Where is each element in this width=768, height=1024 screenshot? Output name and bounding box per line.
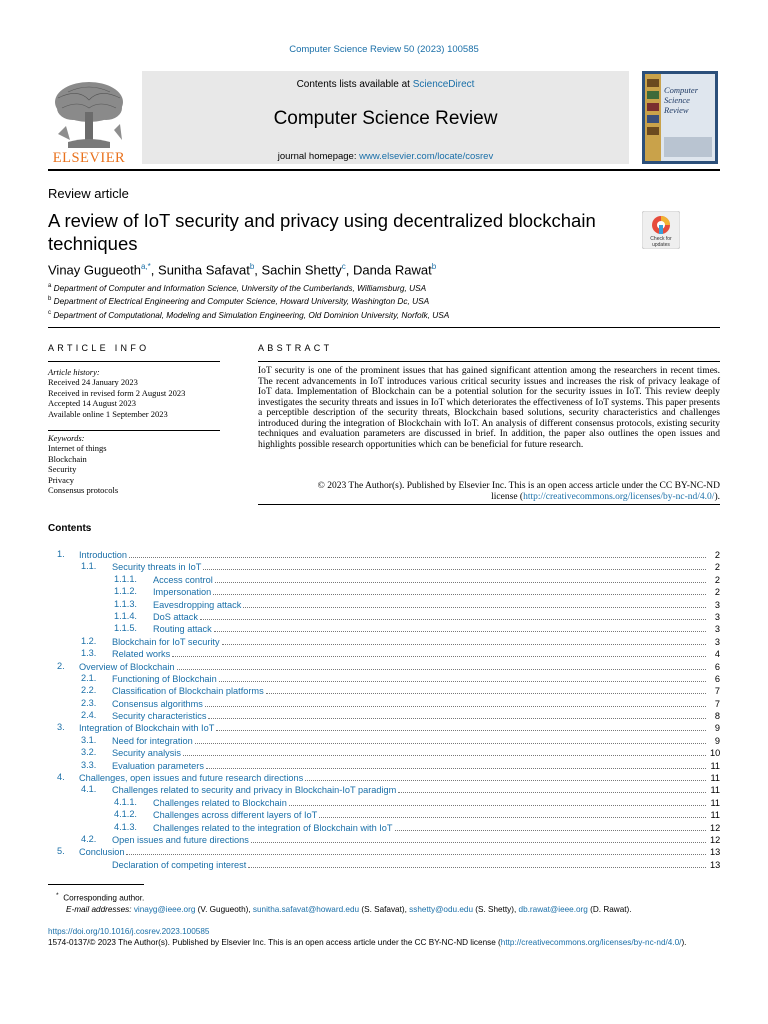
- toc-entry-number: 3.3.: [81, 759, 97, 770]
- toc-entry-link[interactable]: Challenges related to Blockchain: [153, 797, 287, 808]
- toc-entry-number: 1.1.: [81, 561, 97, 572]
- toc-leader-dots: [205, 698, 706, 707]
- abstract-copyright: [258, 481, 720, 502]
- affiliation: [48, 308, 449, 321]
- toc-entry-number: 2.3.: [81, 697, 97, 708]
- email-link[interactable]: sshetty@odu.edu: [409, 904, 474, 914]
- toc-entry[interactable]: [48, 797, 720, 809]
- author-list: [48, 262, 436, 277]
- affiliation-key: c: [48, 309, 51, 316]
- corresponding-author-note: [48, 890, 632, 904]
- affiliation-key: b: [48, 296, 52, 303]
- toc-entry-link[interactable]: Overview of Blockchain: [79, 661, 175, 672]
- toc-entry-number: 1.1.2.: [114, 586, 137, 597]
- toc-leader-dots: [203, 561, 706, 570]
- check-for-updates-badge[interactable]: [642, 211, 680, 249]
- corresponding-mark: *: [56, 892, 59, 899]
- toc-page-number: 13: [710, 847, 721, 858]
- toc-page-number: 8: [714, 711, 720, 722]
- toc-page-number: 6: [714, 673, 720, 684]
- toc-entry-number: 4.1.1.: [114, 796, 137, 807]
- journal-homepage-link[interactable]: www.elsevier.com/locate/cosrev: [359, 151, 494, 162]
- toc-entry-number: 1.3.: [81, 648, 97, 659]
- toc-page-number: 3: [714, 599, 720, 610]
- toc-leader-dots: [305, 772, 706, 781]
- toc-entry-number: 1.2.: [81, 635, 97, 646]
- toc-leader-dots: [289, 797, 706, 806]
- author-affiliation-mark[interactable]: a,*: [141, 262, 151, 271]
- abstract-rule: [258, 361, 720, 362]
- toc-entry-number: 2.1.: [81, 672, 97, 683]
- toc-page-number: 13: [710, 859, 721, 870]
- toc-page-number: 2: [714, 574, 720, 585]
- affiliation-text: Department of Computational, Modeling and Simulation Engineering, Old Dominion University, Norfolk, USA: [53, 309, 450, 320]
- table-of-contents: [48, 549, 720, 871]
- toc-leader-dots: [172, 648, 706, 657]
- contents-heading: Contents: [48, 523, 92, 534]
- email-label: E-mail addresses:: [66, 904, 132, 914]
- keyword: Security: [48, 464, 77, 475]
- journal-reference[interactable]: Computer Science Review 50 (2023) 100585: [289, 44, 479, 55]
- email-link[interactable]: db.rawat@ieee.org: [518, 904, 588, 914]
- toc-page-number: 3: [714, 624, 720, 635]
- toc-page-number: 3: [714, 636, 720, 647]
- toc-entry-link[interactable]: Challenges across different layers of IoT: [153, 810, 318, 821]
- license-statement: [48, 937, 720, 948]
- toc-entry-number: 5.: [57, 846, 65, 857]
- toc-entry[interactable]: [48, 636, 720, 648]
- email-link[interactable]: sunitha.safavat@howard.edu: [252, 904, 360, 914]
- toc-entry[interactable]: [48, 747, 720, 759]
- toc-entry-link[interactable]: Security characteristics: [112, 711, 207, 722]
- toc-entry-link[interactable]: Challenges, open issues and future research directions: [79, 773, 304, 784]
- article-history: [48, 367, 223, 419]
- toc-entry-link[interactable]: Evaluation parameters: [112, 760, 204, 771]
- sciencedirect-link[interactable]: ScienceDirect: [412, 79, 475, 90]
- toc-entry[interactable]: [48, 846, 720, 858]
- author-separator: ,: [254, 262, 262, 278]
- cover-line: Computer: [664, 85, 698, 95]
- toc-leader-dots: [319, 809, 706, 818]
- toc-entry-number: 4.1.: [81, 784, 97, 795]
- toc-leader-dots: [251, 834, 706, 843]
- abstract-heading: ABSTRACT: [258, 343, 333, 353]
- doi-link[interactable]: https://doi.org/10.1016/j.cosrev.2023.100585: [48, 927, 210, 936]
- author-separator: ,: [150, 262, 159, 278]
- email-owner: (S. Safavat),: [361, 904, 410, 914]
- toc-entry-link[interactable]: Integration of Blockchain with IoT: [79, 723, 215, 734]
- toc-entry[interactable]: [48, 834, 720, 846]
- toc-leader-dots: [214, 623, 706, 632]
- author-name[interactable]: Danda Rawat: [352, 262, 432, 278]
- journal-homepage-line: [142, 151, 629, 162]
- journal-title: Computer Science Review: [273, 108, 498, 129]
- toc-entry[interactable]: [48, 648, 720, 660]
- toc-entry[interactable]: [48, 722, 720, 734]
- toc-entry-number: 4.1.2.: [114, 809, 137, 820]
- toc-entry[interactable]: [48, 623, 720, 635]
- toc-entry-link[interactable]: Routing attack: [153, 624, 212, 635]
- email-owner: (S. Shetty),: [475, 904, 519, 914]
- toc-entry[interactable]: [48, 735, 720, 747]
- toc-entry[interactable]: [48, 611, 720, 623]
- header-divider: [48, 169, 720, 171]
- keywords-list: [48, 433, 223, 495]
- author-affiliation-mark[interactable]: c: [341, 262, 346, 271]
- license-prefix: license (: [491, 491, 524, 502]
- contents-prefix: Contents lists available at: [296, 79, 413, 90]
- toc-entry-link[interactable]: Blockchain for IoT security: [112, 636, 220, 647]
- affiliation: [48, 281, 449, 294]
- toc-leader-dots: [200, 611, 706, 620]
- toc-page-number: 9: [714, 723, 720, 734]
- toc-page-number: 11: [710, 773, 720, 784]
- homepage-prefix: journal homepage:: [277, 151, 360, 162]
- toc-page-number: 2: [714, 550, 720, 560]
- crossmark-label: Check for updates: [650, 236, 672, 248]
- toc-entry[interactable]: [48, 710, 720, 722]
- toc-leader-dots: [398, 784, 706, 793]
- toc-entry[interactable]: [48, 574, 720, 586]
- toc-leader-dots: [195, 735, 706, 744]
- history-label: Article history:: [48, 367, 100, 377]
- toc-entry-link[interactable]: Need for integration: [112, 735, 193, 746]
- toc-leader-dots: [206, 760, 706, 769]
- toc-entry[interactable]: [48, 685, 720, 697]
- toc-entry[interactable]: [48, 586, 720, 598]
- toc-page-number: 7: [714, 686, 720, 697]
- publisher-logo-text: ELSEVIER: [52, 150, 126, 166]
- toc-leader-dots: [177, 661, 707, 670]
- toc-page-number: 11: [710, 760, 720, 771]
- abstract-text: IoT security is one of the prominent issues that has gained significant attention among the researchers in recent times. The recent advancements in IoT introduces various critical security issues and increases the risk of privacy leakage of IoT data. Implementation of Blockchain can be a potential solution for the security issues in IoT. This review deeply investigates the security threats and issues in IoT which deteriorates the effectiveness of IoT systems. This paper presents a perceptible description of the security threats, Blockchain based solutions, security characteristics and challenges introduced during the integration of Blockchain with IoT. An analysis of different consensus protocols, existing security techniques and evaluation parameters are discussed in brief. In addition, the paper also outlines the open issues and highlights possible research opportunities which can be beneficial for future research.: [258, 366, 720, 450]
- history-item: Available online 1 September 2023: [48, 408, 168, 419]
- toc-entry-number: 1.1.5.: [114, 623, 137, 634]
- keyword: Blockchain: [48, 453, 87, 464]
- affiliation-text: Department of Computer and Information Science, University of the Cumberlands, Williamsburg, USA: [53, 282, 427, 293]
- article-info-rule: [48, 361, 220, 362]
- toc-entry[interactable]: [48, 784, 720, 796]
- toc-entry-link[interactable]: Impersonation: [153, 587, 212, 598]
- toc-leader-dots: [183, 747, 706, 756]
- toc-entry[interactable]: [48, 809, 720, 821]
- license-link[interactable]: http://creativecommons.org/licenses/by-nc-nd/4.0/: [500, 938, 682, 947]
- elsevier-logo: [48, 78, 130, 164]
- toc-leader-dots: [129, 549, 706, 558]
- author-separator: ,: [345, 262, 353, 278]
- keyword: Consensus protocols: [48, 485, 119, 496]
- toc-entry-number: 4.: [57, 772, 65, 783]
- toc-page-number: 6: [714, 661, 720, 672]
- toc-leader-dots: [126, 846, 706, 855]
- toc-entry-link[interactable]: DoS attack: [153, 611, 198, 622]
- author-affiliation-mark[interactable]: b: [431, 262, 437, 271]
- toc-entry-link[interactable]: Conclusion: [79, 847, 125, 858]
- toc-leader-dots: [213, 586, 706, 595]
- toc-leader-dots: [219, 673, 706, 682]
- affiliation-key: a: [48, 283, 52, 289]
- toc-entry[interactable]: [48, 561, 720, 573]
- toc-entry-link[interactable]: Declaration of competing interest: [112, 859, 247, 870]
- email-owner: (V. Gugueoth),: [197, 904, 253, 914]
- toc-page-number: 10: [710, 748, 721, 759]
- toc-page-number: 11: [710, 797, 720, 808]
- cover-line: Science: [664, 95, 690, 105]
- copyright-line: © 2023 The Author(s). Published by Elsevier Inc. This is an open access article under the CC BY-NC-ND: [317, 481, 720, 491]
- toc-entry-link[interactable]: Introduction: [79, 550, 128, 560]
- toc-leader-dots: [248, 859, 706, 868]
- toc-page-number: 11: [710, 785, 720, 796]
- keywords-rule: [48, 430, 220, 431]
- toc-entry-link[interactable]: Related works: [112, 649, 171, 660]
- keywords-label: Keywords:: [48, 433, 85, 443]
- copyright-line: [258, 492, 720, 503]
- license-text: 1574-0137/© 2023 The Author(s). Published by Elsevier Inc. This is an open access article under the CC BY-NC-ND license (: [48, 938, 501, 947]
- toc-page-number: 7: [714, 698, 720, 709]
- toc-page-number: 2: [714, 587, 720, 598]
- toc-entry-number: 4.2.: [81, 833, 97, 844]
- corresponding-text: Corresponding author.: [63, 893, 145, 903]
- toc-entry-link[interactable]: Access control: [153, 574, 213, 585]
- toc-leader-dots: [266, 685, 706, 694]
- affiliation: [48, 294, 449, 307]
- toc-leader-dots: [222, 636, 706, 645]
- keyword: Privacy: [48, 474, 74, 485]
- article-info-heading: ARTICLE INFO: [48, 343, 150, 353]
- toc-page-number: 11: [710, 810, 720, 821]
- toc-entry-link[interactable]: Challenges related to security and privacy in Blockchain-IoT paradigm: [112, 785, 397, 796]
- author-affiliation-mark[interactable]: b: [249, 262, 255, 271]
- toc-entry-number: 1.: [57, 549, 65, 559]
- toc-entry-number: 2.: [57, 660, 65, 671]
- toc-entry-number: 2.4.: [81, 710, 97, 721]
- toc-leader-dots: [243, 599, 706, 608]
- toc-page-number: 2: [714, 562, 720, 573]
- toc-entry[interactable]: [48, 661, 720, 673]
- toc-page-number: 12: [710, 822, 721, 833]
- toc-leader-dots: [216, 722, 706, 731]
- toc-entry-number: 4.1.3.: [114, 821, 137, 832]
- toc-entry[interactable]: [48, 822, 720, 834]
- toc-leader-dots: [208, 710, 706, 719]
- toc-entry[interactable]: [48, 599, 720, 611]
- toc-entry-link[interactable]: Classification of Blockchain platforms: [112, 686, 264, 697]
- email-owner: (D. Rawat).: [590, 904, 632, 914]
- toc-entry[interactable]: [48, 760, 720, 772]
- keyword: Internet of things: [48, 443, 107, 454]
- footnote-rule: [48, 884, 144, 885]
- author-name[interactable]: Sachin Shetty: [261, 262, 342, 278]
- affiliation-text: Department of Electrical Engineering and Computer Science, Howard University, Washington Dc, USA: [53, 296, 430, 307]
- toc-leader-dots: [395, 822, 706, 831]
- toc-entry-link[interactable]: Consensus algorithms: [112, 698, 203, 709]
- email-link[interactable]: vinayg@ieee.org: [133, 904, 196, 914]
- footnotes: [48, 890, 632, 915]
- toc-entry-number: 3.: [57, 722, 65, 733]
- toc-entry-link[interactable]: Open issues and future directions: [112, 834, 249, 845]
- toc-entry[interactable]: [48, 698, 720, 710]
- toc-entry-link[interactable]: Functioning of Blockchain: [112, 673, 217, 684]
- toc-page-number: 12: [710, 834, 721, 845]
- toc-leader-dots: [215, 574, 706, 583]
- license-suffix: ).: [681, 938, 687, 947]
- toc-page-number: 9: [714, 735, 720, 746]
- email-addresses: [48, 904, 632, 915]
- license-link[interactable]: http://creativecommons.org/licenses/by-nc-nd/4.0/: [523, 491, 715, 502]
- article-type: Review article: [48, 186, 129, 201]
- toc-entry-number: 3.1.: [81, 734, 97, 745]
- cover-title: [664, 85, 698, 115]
- toc-entry[interactable]: [48, 859, 720, 871]
- abstract-bottom-rule: [258, 504, 720, 505]
- toc-entry-number: 1.1.1.: [114, 573, 137, 584]
- doi-block: [48, 926, 720, 948]
- toc-entry-number: 1.1.3.: [114, 598, 137, 609]
- toc-page-number: 3: [714, 611, 720, 622]
- history-item: Received 24 January 2023: [48, 377, 138, 388]
- toc-entry-link[interactable]: Eavesdropping attack: [153, 599, 242, 610]
- toc-entry[interactable]: [48, 549, 720, 561]
- contents-available-line: [142, 79, 629, 90]
- journal-cover-image[interactable]: [642, 71, 718, 164]
- toc-entry-link[interactable]: Challenges related to the integration of Blockchain with IoT: [153, 822, 393, 833]
- toc-entry-number: 2.2.: [81, 685, 97, 696]
- toc-entry[interactable]: [48, 673, 720, 685]
- history-item: Received in revised form 2 August 2023: [48, 387, 186, 398]
- toc-entry-number: 3.2.: [81, 747, 97, 758]
- section-divider: [48, 327, 720, 328]
- toc-entry[interactable]: [48, 772, 720, 784]
- license-suffix: ).: [714, 491, 720, 502]
- history-item: Accepted 14 August 2023: [48, 398, 137, 409]
- toc-page-number: 4: [714, 649, 720, 660]
- toc-entry-number: 1.1.4.: [114, 610, 137, 621]
- cover-line: Review: [664, 105, 689, 115]
- author-name[interactable]: Sunitha Safavat: [158, 262, 250, 278]
- toc-entry-link[interactable]: Security threats in IoT: [112, 562, 202, 573]
- article-title: A review of IoT security and privacy using decentralized blockchain techniques: [48, 210, 596, 254]
- affiliation-list: [48, 281, 449, 321]
- author-name[interactable]: Vinay Gugueoth: [48, 262, 141, 278]
- toc-entry-link[interactable]: Security analysis: [112, 748, 181, 759]
